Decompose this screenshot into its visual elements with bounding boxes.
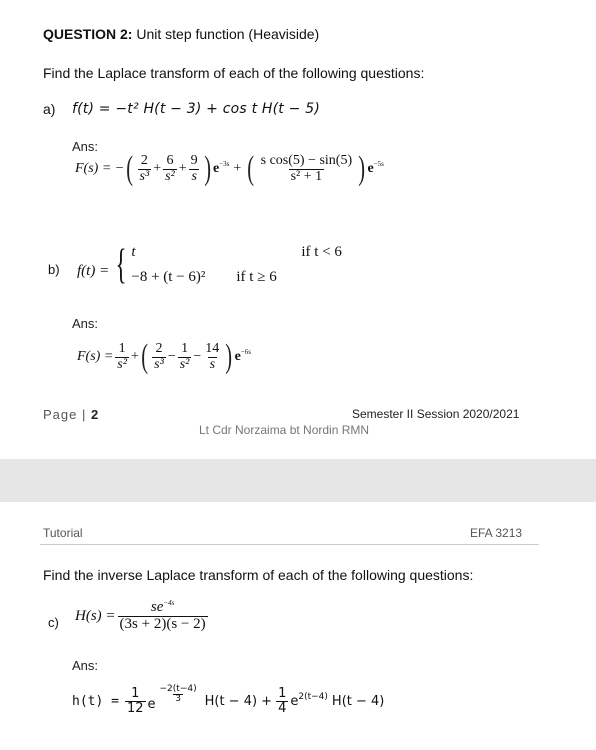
plus-sign: +	[233, 161, 242, 176]
header-tutorial: Tutorial	[43, 526, 83, 540]
author-text: Lt Cdr Norzaima bt Nordin RMN	[199, 423, 370, 437]
exp-term: $e^{-6s}$	[234, 348, 252, 364]
part-a-ans-label: Ans:	[72, 139, 99, 154]
page-bottom	[0, 502, 596, 750]
part-b-answer	[77, 340, 251, 374]
part-c-h-left: h(t) =	[72, 693, 119, 709]
fraction: $\frac{2}{\text{s³}}$	[139, 152, 150, 184]
part-c-H-left: H(s) =	[75, 607, 116, 624]
case-row: t if t < 6	[131, 244, 342, 260]
page-number: Page | 2	[43, 407, 100, 422]
right-paren: )	[225, 338, 233, 375]
fraction: $\frac{2}{\text{s³}}$	[154, 340, 164, 372]
part-b-label: b)	[48, 262, 60, 277]
exponent-fraction: $\frac{-2(t-4)}{3}$	[159, 683, 197, 705]
minus-sign: −	[167, 349, 176, 364]
part-b-f-left: f(t) =	[77, 262, 110, 279]
exp-term: $e^{-3s}$	[213, 160, 230, 176]
fraction: $\frac{1}{4}$	[278, 686, 287, 716]
fraction: $\frac{1}{\text{s²}}$	[117, 340, 127, 372]
part-c-ans-label: Ans:	[72, 658, 99, 673]
part-b-ans-label: Ans:	[72, 316, 99, 331]
part-a-answer	[75, 152, 384, 186]
part-a-function: f(t) = −t² H(t − 3) + cos t H(t − 5)	[72, 101, 320, 117]
instruction-text: Find the Laplace transform of each of the following questions:	[43, 65, 425, 81]
minus-sign: −	[193, 349, 202, 364]
part-b-function	[77, 244, 342, 286]
header-divider	[40, 544, 539, 545]
plus-sign: +	[130, 349, 139, 364]
part-a-F-left: F(s) = −	[75, 161, 125, 176]
left-paren: (	[247, 150, 255, 187]
page-gap	[0, 459, 596, 502]
part-c-label: c)	[48, 615, 59, 630]
fraction: $\frac{14}{s}$	[205, 340, 220, 372]
question-title: Unit step function (Heaviside)	[132, 26, 320, 42]
header-code: EFA 3213	[470, 526, 523, 540]
fraction: $\frac{9}{s}$	[190, 152, 198, 184]
part-c-function	[75, 600, 210, 633]
question-number: QUESTION 2:	[43, 26, 133, 42]
part-c-answer: h(t) = $\frac{1}{12}$ e $\frac{-2(t-4)}{3}$ H(t − 4) + $\frac{1}{4}$ $e^{2(t-4)}$ H(t − 4)	[72, 683, 385, 716]
exp-term: $e^{2(t-4)}$	[290, 691, 328, 709]
question-heading	[43, 26, 319, 42]
left-paren: (	[126, 150, 134, 187]
right-paren: )	[203, 150, 211, 187]
fraction: $\frac{1}{\text{s²}}$	[179, 340, 190, 372]
left-paren: (	[141, 338, 148, 375]
exp-term: $e^{-5s}$	[367, 160, 384, 176]
plus-sign: +	[153, 161, 162, 176]
fraction: $\frac{\text{s cos(5) − sin(5)}}{\text{s² + 1}}$	[260, 152, 353, 184]
fraction: $\frac{1}{12}$	[126, 686, 144, 716]
right-paren: )	[358, 150, 366, 187]
part-a-label: a)	[43, 101, 56, 117]
plus-sign: +	[178, 161, 187, 176]
exp-term: e $\frac{-2(t-4)}{3}$	[147, 683, 197, 712]
fraction: $\frac{6}{\text{s²}}$	[165, 152, 175, 184]
left-brace: {	[115, 242, 127, 288]
part-b-F-left: F(s) =	[77, 349, 114, 364]
instruction-inverse: Find the inverse Laplace transform of each of the following questions:	[43, 567, 474, 583]
fraction: $\frac{se^{-4s}}{(3s + 2)(s - 2)}$	[119, 599, 206, 632]
case-row: −8 + (t − 6)² if t ≥ 6	[131, 269, 277, 285]
piecewise-cases	[131, 244, 342, 286]
semester-text: Semester II Session 2020/2021	[352, 407, 520, 421]
